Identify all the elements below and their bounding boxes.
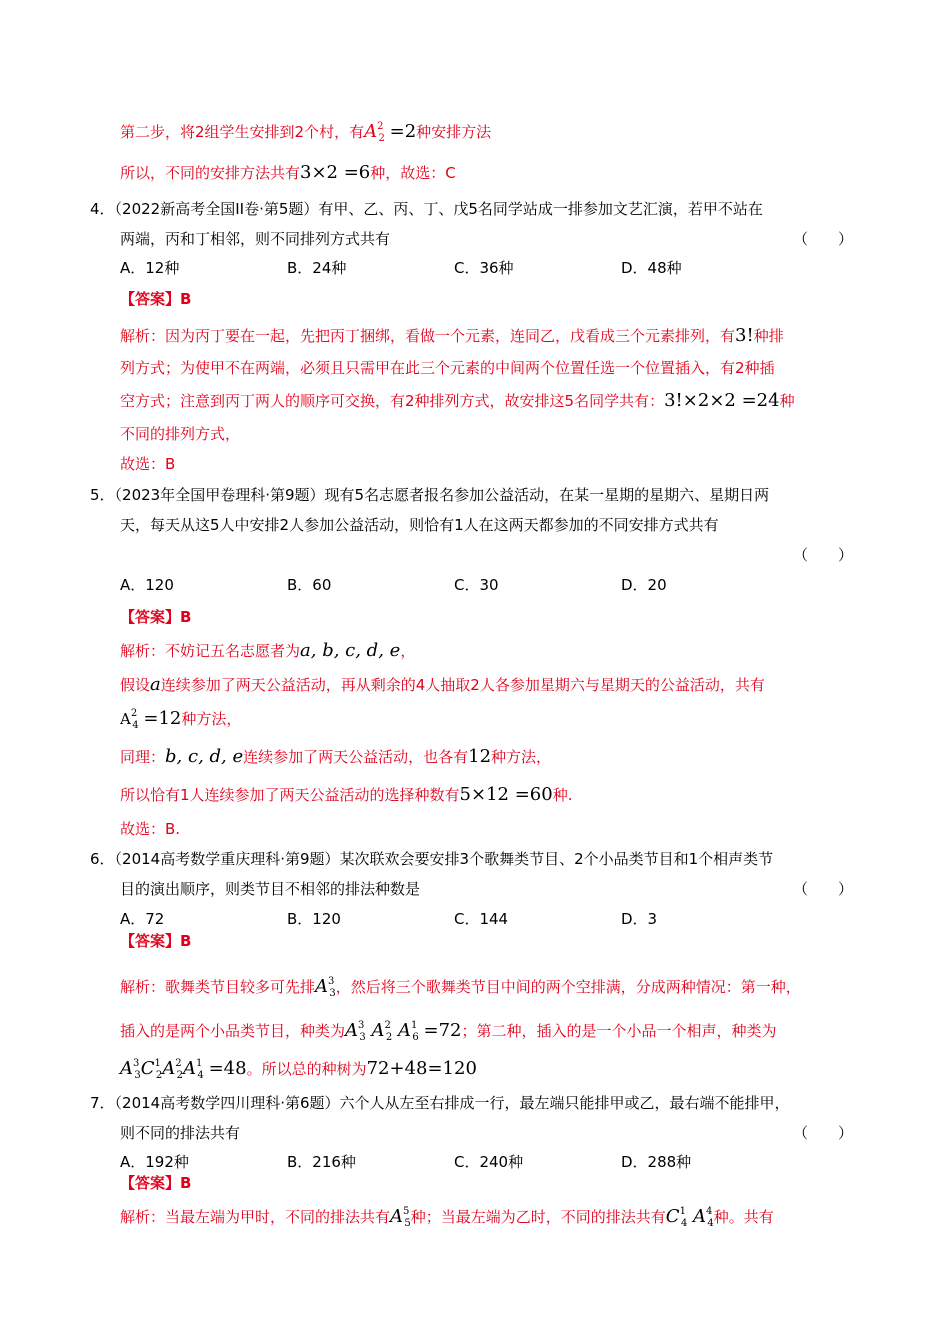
q7-stem-line1: 7．（2014高考数学四川理科·第6题）六个人从左至右排成一行，最左端只能排甲或乙，最右端不能排甲，: [90, 1094, 790, 1112]
q4-explanation-line1: 解析：因为丙丁要在一起，先把丙丁捆绑，看做一个元素，连同乙，戊看成三个元素排列，有3!种排: [120, 325, 784, 346]
q7-option-c: C．240种: [454, 1153, 524, 1171]
q6-answer: 【答案】B: [120, 932, 192, 950]
q4-explanation-line4: 不同的排列方式，: [120, 425, 241, 443]
q4-option-a: A．12种: [120, 259, 180, 277]
q5-choose: 故选：B.: [120, 820, 181, 838]
q5-option-a: A．120: [120, 576, 174, 594]
q6-option-c: C．144: [454, 910, 509, 928]
q4-explanation-line3: 空方式；注意到丙丁两人的顺序可交换，有2种排列方式，故安排这5名同学共有：3!×2×2 =24种: [120, 390, 795, 411]
q6-explanation-line3: $A^3_3C^1_2A^2_2A^1_4 =48$。所以总的种树为72+48=120: [120, 1058, 477, 1081]
q6-option-b: B．120: [287, 910, 341, 928]
q7-option-b: B．216种: [287, 1153, 356, 1171]
q4-answer-blank: （ ）: [793, 230, 854, 248]
q3-step2-line: 第二步，将2组学生安排到2个村，有$A^2_2 =2$种安排方法: [120, 121, 492, 144]
perm-a33-c21-a22-a41: $A^3_3C^1_2A^2_2A^1_4$: [120, 1058, 204, 1081]
perm-a55: $A^5_5$: [390, 1206, 411, 1229]
q3-total-line: 所以，不同的安排方法共有3×2 =6种，故选：C: [120, 162, 456, 183]
q5-answer-blank: （ ）: [793, 546, 854, 564]
q4-answer: 【答案】B: [120, 290, 192, 308]
perm-a42: $A^2_4$: [120, 708, 139, 731]
q7-option-d: D．288种: [621, 1153, 692, 1171]
q6-option-d: D．3: [621, 910, 658, 928]
q5-explanation-line1: 解析：不妨记五名志愿者为a, b, c, d, e，: [120, 640, 416, 661]
perm-a33: $A^3_3$: [315, 976, 336, 999]
q6-stem-line1: 6．（2014高考数学重庆理科·第9题）某次联欢会要安排3个歌舞类节目、2个小品类节目和1个相声类节: [90, 850, 774, 868]
q7-option-a: A．192种: [120, 1153, 189, 1171]
q4-stem-line2: 两端，丙和丁相邻，则不同排列方式共有: [120, 230, 391, 248]
perm-a22: $A^2_2$: [364, 121, 385, 144]
q5-explanation-line5: 所以恰有1人连续参加了两天公益活动的选择种数有5×12 =60种.: [120, 784, 573, 805]
q5-answer: 【答案】B: [120, 608, 192, 626]
q6-stem-line2: 目的演出顺序，则类节目不相邻的排法种数是: [120, 880, 421, 898]
q7-answer: 【答案】B: [120, 1174, 192, 1192]
q5-explanation-line3: $A^2_4 =12$种方法，: [120, 708, 242, 731]
q5-option-d: D．20: [621, 576, 667, 594]
q4-option-b: B．24种: [287, 259, 347, 277]
perm-a33-a22-a61: $A^3_3$ $A^2_2$ $A^1_6$: [345, 1020, 419, 1043]
perm-c41-a44: $C^1_4$ $A^4_4$: [665, 1206, 714, 1229]
q6-option-a: A．72: [120, 910, 165, 928]
q4-option-d: D．48种: [621, 259, 682, 277]
q6-answer-blank: （ ）: [793, 880, 854, 898]
q5-explanation-line2: 假设a连续参加了两天公益活动，再从剩余的4人抽取2人各参加星期六与星期天的公益活动，共有: [120, 674, 765, 695]
q5-option-c: C．30: [454, 576, 499, 594]
q5-stem-line1: 5．（2023年全国甲卷理科·第9题）现有5名志愿者报名参加公益活动，在某一星期的星期六、星期日两: [90, 486, 770, 504]
q4-explanation-line2: 列方式；为使甲不在两端，必须且只需甲在此三个元素的中间两个位置任选一个位置插入，有2种插: [120, 359, 775, 377]
q7-stem-line2: 则不同的排法共有: [120, 1124, 241, 1142]
q6-explanation-line1: 解析：歌舞类节目较多可先排$A^3_3$，然后将三个歌舞类节目中间的两个空排满，分成两种情况：第一种，: [120, 976, 801, 999]
q4-option-c: C．36种: [454, 259, 514, 277]
q7-answer-blank: （ ）: [793, 1124, 854, 1142]
q5-stem-line2: 天，每天从这5人中安排2人参加公益活动，则恰有1人在这两天都参加的不同安排方式共有: [120, 516, 719, 534]
q4-choose: 故选：B: [120, 455, 176, 473]
q4-stem-line1: 4．（2022新高考全国II卷·第5题）有甲、乙、丙、丁、戊5名同学站成一排参加文艺汇演，若甲不站在: [90, 200, 763, 218]
q5-explanation-line4: 同理：b, c, d, e连续参加了两天公益活动，也各有12种方法，: [120, 746, 552, 767]
q5-option-b: B．60: [287, 576, 332, 594]
q6-explanation-line2: 插入的是两个小品类节目，种类为$A^3_3$ $A^2_2$ $A^1_6 =72$；第二种，插入的是一个小品一个相声，种类为: [120, 1020, 777, 1043]
q7-explanation-line1: 解析：当最左端为甲时，不同的排法共有$A^5_5$种；当最左端为乙时，不同的排法共有$C^1_4$ $A^4_4$种。共有: [120, 1206, 774, 1229]
